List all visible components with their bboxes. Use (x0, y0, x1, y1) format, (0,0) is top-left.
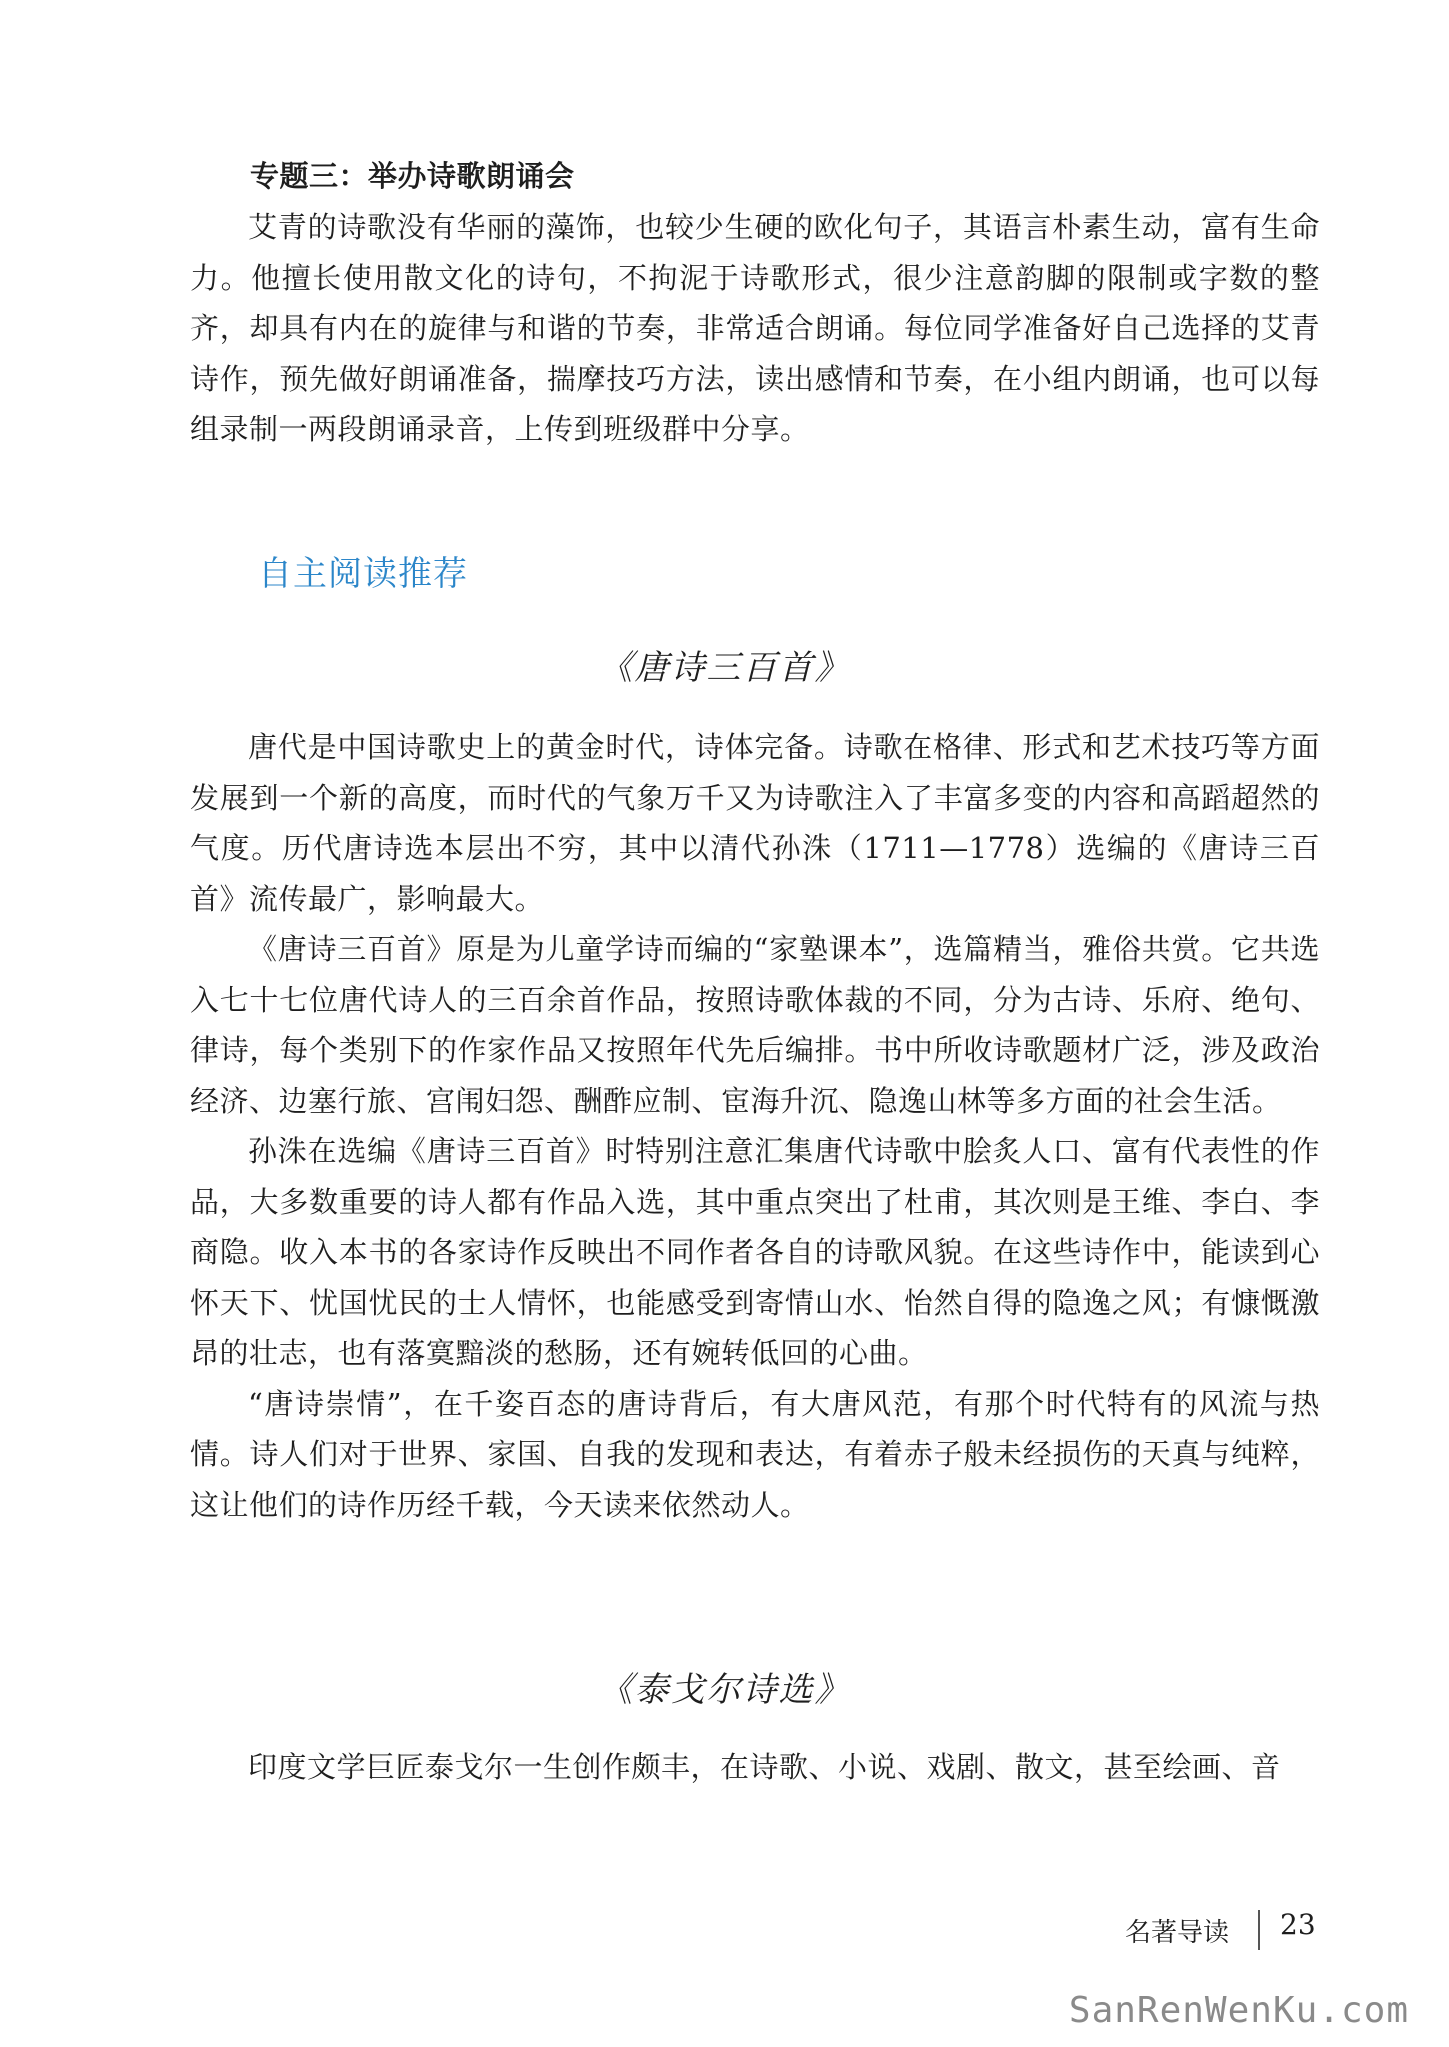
section-heading: 自主阅读推荐 (258, 554, 468, 594)
book2-body (190, 1742, 1320, 1793)
paragraph: 《唐诗三百首》原是为儿童学诗而编的“家塾课本”，选篇精当，雅俗共赏。它共选入七十七位唐代诗人的三百余首作品，按照诗歌体裁的不同，分为古诗、乐府、绝句、律诗，每个类别下的作家作品又按照年代先后编排。书中所收诗歌题材广泛，涉及政治经济、边塞行旅、宫闱妇怨、酬酢应制、宦海升沉、隐逸山林等多方面的社会生活。 (190, 932, 1320, 1118)
footer-divider (1258, 1910, 1260, 1950)
topic-heading: 专题三：举办诗歌朗诵会 (250, 159, 575, 193)
paragraph: 唐代是中国诗歌史上的黄金时代，诗体完备。诗歌在格律、形式和艺术技巧等方面发展到一个新的高度，而时代的气象万千又为诗歌注入了丰富多变的内容和高蹈超然的气度。历代唐诗选本层出不穷，其中以清代孙洙（1711—1778）选编的《唐诗三百首》流传最广，影响最大。 (190, 730, 1320, 916)
paragraph: 孙洙在选编《唐诗三百首》时特别注意汇集唐代诗歌中脍炙人口、富有代表性的作品，大多数重要的诗人都有作品入选，其中重点突出了杜甫，其次则是王维、李白、李商隐。收入本书的各家诗作反映出不同作者各自的诗歌风貌。在这些诗作中，能读到心怀天下、忧国忧民的士人情怀，也能感受到寄情山水、怡然自得的隐逸之风；有慷慨激昂的壮志，也有落寞黯淡的愁肠，还有婉转低回的心曲。 (190, 1134, 1320, 1370)
book-title-tang-poems: 《唐诗三百首》 (598, 648, 851, 688)
watermark: SanRenWenKu.com (1068, 1990, 1409, 2031)
topic-paragraph: 艾青的诗歌没有华丽的藻饰，也较少生硬的欧化句子，其语言朴素生动，富有生命力。他擅长使用散文化的诗句，不拘泥于诗歌形式，很少注意韵脚的限制或字数的整齐，却具有内在的旋律与和谐的节奏，非常适合朗诵。每位同学准备好自己选择的艾青诗作，预先做好朗诵准备，揣摩技巧方法，读出感情和节奏，在小组内朗诵，也可以每组录制一两段朗诵录音，上传到班级群中分享。 (190, 210, 1320, 446)
paragraph: “唐诗崇情”，在千姿百态的唐诗背后，有大唐风范，有那个时代特有的风流与热情。诗人们对于世界、家国、自我的发现和表达，有着赤子般未经损伤的天真与纯粹，这让他们的诗作历经千载，今天读来依然动人。 (190, 1386, 1320, 1522)
book-title-tagore: 《泰戈尔诗选》 (598, 1670, 851, 1710)
paragraph: 印度文学巨匠泰戈尔一生创作颇丰，在诗歌、小说、戏剧、散文，甚至绘画、音 (248, 1750, 1281, 1784)
page-number: 23 (1280, 1908, 1316, 1941)
topic-body (190, 202, 1320, 455)
footer-section-label: 名著导读 (1124, 1918, 1229, 1948)
book1-body (190, 722, 1320, 1530)
